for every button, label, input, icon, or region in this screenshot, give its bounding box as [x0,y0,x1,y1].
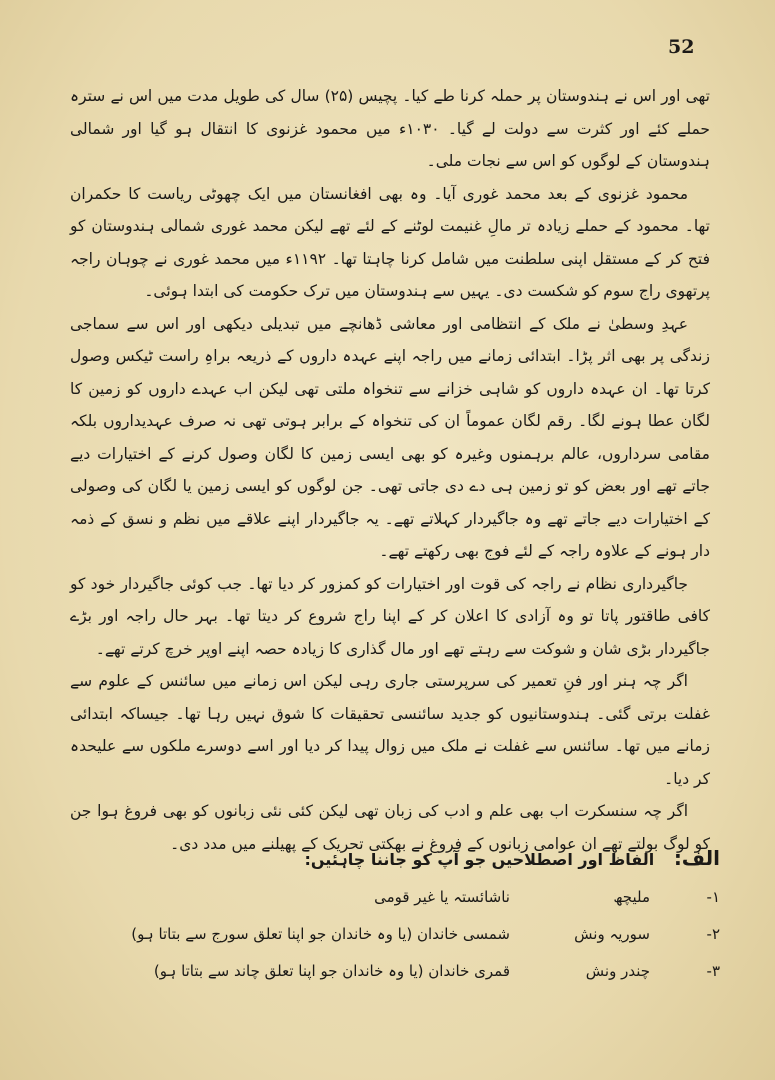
term-word: سوریہ ونش [574,925,650,943]
term-number: ۲- [706,925,720,943]
paragraph-ghaznavi-invasions: تھی اور اس نے ہندوستان پر حملہ کرنا طے کیا۔ پچیس (۲۵) سال کی طویل مدت میں اس نے سترہ حملے کئے اور کثرت سے دولت لے گیا۔ ۱۰۳۰ء میں محمود غزنوی کا انتقال ہو گیا اور شمالی ہندوستان کے لوگوں کو اس سے نجات ملی۔ [70,87,710,170]
term-number: ۳- [706,962,720,980]
terms-section-marker: الف: [673,846,720,870]
term-item [130,925,720,959]
term-item [130,888,720,922]
body-text [70,80,710,860]
page-number: 52 [668,36,695,58]
term-meaning: شمسی خاندان (یا وہ خاندان جو اپنا تعلق سورج سے بتاتا ہو) [131,925,510,943]
term-word: ملیچھ [613,888,650,906]
paragraph-muhammad-ghori: محمود غزنوی کے بعد محمد غوری آیا۔ وہ بھی افغانستان میں ایک چھوٹی ریاست کا حکمران تھا۔ محمود کے حملے زیادہ تر مالِ غنیمت لوٹنے کے لئے تھے لیکن محمد غوری شمالی ہندوستان کو فتح کر کے مستقل اپنی سلطنت میں شامل کرنا چاہتا تھا۔ ۱۱۹۲ء میں محمد غوری نے چوہان راجہ پرتھوی راج سوم کو شکست دی۔ یہیں سے ہندوستان میں ترک حکومت کی ابتدا ہوئی۔ [70,184,710,300]
term-meaning: قمری خاندان (یا وہ خاندان جو اپنا تعلق چاند سے بتاتا ہو) [153,962,510,980]
terms-heading-text: الفاظ اور اصطلاحیں جو آپ کو جاننا چاہئیں: [304,850,655,869]
paragraph-medieval-administration: عہدِ وسطیٰ نے ملک کے انتظامی اور معاشی ڈھانچے میں تبدیلی دیکھی اور اس سے سماجی زندگی پر بھی اثر پڑا۔ ابتدائی زمانے میں راجہ اپنے عہدہ داروں کے ذریعہ براہِ راست ٹیکس وصول کرتا تھا۔ ان عہدہ داروں کو شاہی خزانے سے تنخواہ ملتی تھی لیکن اب عہدے داروں کو زمین کا لگان عطا ہونے لگا۔ رقم لگان عموماً ان کی تنخواہ کے برابر ہوتی تھی نہ صرف عہدیداروں بلکہ مقامی سرداروں، عالم برہمنوں وغیرہ کو بھی ایسی زمین کا لگان وصول کرنے کے اختیارات دیے جاتے تھے اور بعض کو تو زمین ہی دے دی جاتی تھی۔ جن لوگوں کو ایسی زمین یا لگان کی وصولی کے اختیارات دیے جاتے تھے وہ جاگیردار کہلاتے تھے۔ یہ جاگیردار اپنے علاقے میں نظم و نسق کے ذمہ دار ہونے کے علاوہ راجہ کے لئے فوج بھی رکھتے تھے۔ [70,314,710,560]
paragraph-languages: اگر چہ سنسکرت اب بھی علم و ادب کی زبان تھی لیکن کئی نئی زبانوں کو بھی فروغ ہوا جن کو لوگ بولتے تھے ان عوامی زبانوں کے فروغ نے بھکتی تحریک کے پھیلنے میں مدد دی۔ [70,802,710,853]
term-word: چندر ونش [585,962,650,980]
terms-heading [300,846,720,870]
term-item [130,962,720,996]
paragraph-science-neglect: اگر چہ ہنر اور فنِ تعمیر کی سرپرستی جاری رہی لیکن اس زمانے میں سائنس کے علوم سے غفلت برتی گئی۔ ہندوستانیوں کو جدید سائنسی تحقیقات کا شوق نہیں رہا تھا۔ جیساکہ ابتدائی زمانے میں تھا۔ سائنس سے غفلت نے ملک میں زوال پیدا کر دیا اور اسے دوسرے ملکوں سے علیحدہ کر دیا۔ [70,672,710,788]
term-number: ۱- [706,888,720,906]
paragraph-feudal-system: جاگیرداری نظام نے راجہ کی قوت اور اختیارات کو کمزور کر دیا تھا۔ جب کوئی جاگیردار خود کو کافی طاقتور پاتا تو وہ آزادی کا اعلان کر کے اپنا راج شروع کر دیتا تھا۔ بہر حال راجہ اور بڑے جاگیردار بڑی شان و شوکت سے رہتے تھے اور مال گذاری کا زیادہ حصہ اپنے اوپر خرچ کرتے تھے۔ [70,574,710,658]
term-meaning: ناشائستہ یا غیر قومی [374,888,510,906]
